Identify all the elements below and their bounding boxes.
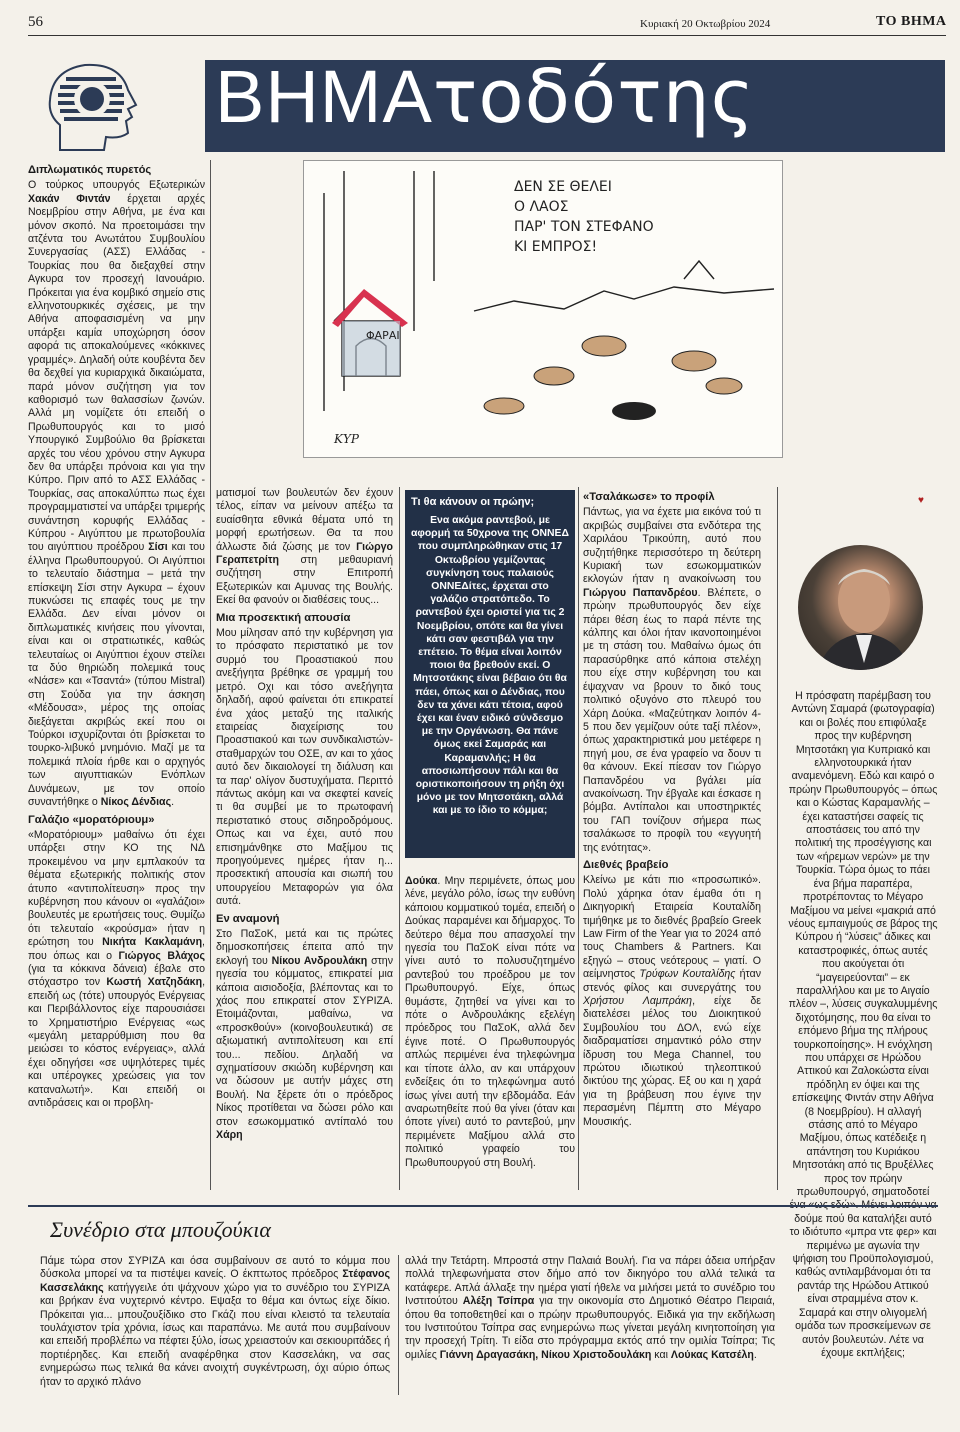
- article-paragraph: Στο ΠαΣοΚ, μετά και τις πρώτες δημοσκοπήσεις έπειτα από την εκλογή του Νίκου Ανδρουλάκη στην ηγεσία του κόμματος, επικρατεί μια κάποια αισιοδοξία, βλέποντας και το χάος που επικρατεί στον ΣΥΡΙΖΑ. Ετοιμάζονται, μαθαίνω, να «προσκθούν» (κοινοβουλευτικά) σε αξιωματική αντιπολίτευση και επί του... πεδίου. Δηλαδή να σχηματίσουν σκιώδη κυβέρνηση και να δώσουν με αυτήν μάχες στη Βουλή. Να ξέρετε ότι ο πρόεδρος Νίκος προτίθεται να δώσει ρόλο και στον εσωκομματικό αντίπαλό του Χάρη: [216, 928, 393, 1142]
- section-heading: Διεθνές βραβείο: [583, 858, 669, 871]
- section-heading: Γαλάζιο «μορατόριουμ»: [28, 813, 155, 826]
- bottom-article-title: Συνέδριο στα μπουζούκια: [50, 1217, 271, 1242]
- article-paragraph: Μου μίλησαν από την κυβέρνηση για το πρόσφατο περιστατικό με τον συρμό του Προαστιακού που ανεξήγητα βρέθηκε σε γραμμή του μετρό. Οχι και τόσο ανεξήγητα δηλαδή, αφού φαίνεται ότι επικρατεί ένα χάος μεταξύ της ιταλικής εταιρείας διαχείρισης του Προαστιακού και των συνδικαλιστών-σταθμαρχών του ΟΣΕ, αν και το χάος αυτό δεν δικαιολογεί τη διάλυση και τα παρ' ολίγον δυστυχήματα. Περιττό πάντως ακόμη και να σκεφτεί κανείς τι θα συμβεί με το πρωτοφανή περιστατικό στους σιδηροδρόμους. Οπως και να έχει, αυτό που επισημάνθηκε στο Μαξίμου τις προηγούμενες ημέρες ήταν η... προσεκτική απουσία και σιωπή του υπουργείου Μεταφορών για όλα αυτά.: [216, 627, 393, 908]
- sidebar-text: Η πρόσφατη παρέμβαση του Αντώνη Σαμαρά (φωτογραφία) και οι βολές που επιφύλαξε προς την κυβέρνηση Μητσοτάκη για Κυπριακό και ελληνοτουρκικά ήταν αναμενόμενη. Εδώ και καιρό ο πρώην Πρωθυπουργός – όπως και ο Κώστας Καραμανλής – έχει καταστήσει σαφείς τις αποστάσεις του από την πολιτική της προσέγγισης και των «ήρεμων νερών» με την Τουρκία. Τώρα όμως το πάει ένα βήμα παραπέρα, προτρέποντας το Μέγαρο Μαξίμου να μείνει «μακριά από νέους εμπαιγμούς σε βάρος της Κύπρου ή “λύσεις” άδικες και καταστροφικές, όπως αυτές που ακούγεται ότι “μαγειρεύονται” – εκ παραλλήλου και με το Αιγαίο πλέον –, λύσεις συγκαλυμμένης διχοτόμησης, που θα είναι το επόμενο βήμα της πλήρους τουρκοποίησης». Η ενόχληση που υπάρχει σε Ηρώδου Αττικού και Ζαλοκώστα είναι πρόδηλη εν όψει και της επίσκεψης Φιντάν στην Αθήνα (8 Νοεμβρίου). Η αλλαγή στάσης από το Μέγαρο Μαξίμου, όπως κατέδειξε η απάντηση του Κυριάκου Μητσοτάκη από τις Βρυξέλλες προς τον πρώην πρωθυπουργό, σηματοδοτεί δούμε πού θα καταλήξει αυτό το ιδιότυπο «μπρα ντε φερ» και περιμένω με αγωνία την ψήφιση του Προϋπολογισμού, καθώς αντιλαμβάνομαι ότι τα ραντάρ της Ηρώδου Αττικού είναι στραμμένα στον κ. Σαμαρά και στην ολιγομελή ομάδα των προσκείμενων σε αυτόν βουλευτών. Λέτε να έχουμε εκπλήξεις;: [788, 690, 938, 1359]
- cartoonist-signature: ΚΥΡ: [334, 432, 359, 446]
- article-paragraph: «Μορατόριουμ» μαθαίνω ότι έχει υπάρξει στην ΚΟ της ΝΔ προκειμένου να μην εμπλακούν τα θέματα εξωτερικής πολιτικής στον άτυπο «αντιπολίτευση» προς την κυβέρνηση που κάνουν οι «γαλάζιοι» βουλευτές με ερωτήσεις τους. Θυμίζω ότι τελευταίο «κρούσμα» ήταν η ερώτηση του Νικήτα Κακλαμάνη, που όπως και ο Γιώργος Βλάχος (για τα κόκκινα δάνεια) έβαλε στο στόχαστρο τον Κωστή Χατζηδάκη, επειδή ως (τότε) υπουργός Ενέργειας και Περιβάλλοντος είχε παρουσιάσει το Χρηματιστήριο Ενέργειας «ως «μεγάλη μεταρρύθμιση που θα μειώσει το κόστος ενέργειας», αλλά έχει οδηγήσει «σε υψηλότερες τιμές και υπέρογκες χρεώσεις για τον καταναλωτή». Και επειδή οι αντιδράσεις και οι προβλη-: [28, 828, 206, 1110]
- bottom-column-left: [40, 1255, 390, 1389]
- article-paragraph: Πάμε τώρα στον ΣΥΡΙΖΑ και όσα συμβαίνουν σε αυτό το κόμμα που δύσκολα μπορεί να τα πιστέψει κανείς. Ο έκπτωτος πρόεδρος Στέφανος Κασσελάκης κατήγγειλε ότι ψάχνουν χώρο για το συνέδριο του ΣΥΡΙΖΑ και βρήκαν ένα νυχτερινό κέντρο. Εψαξα το θέμα και όντως είχε δίκιο. Πρόκειται για... μπουζουξίδικο στο Γκάζι που είναι κλειστό τα τελευταία τουλάχιστον τρία χρόνια, ίσως και παραπάνω. Με αυτά που συμβαίνουν και επειδή προβλέπω να πέφτει ξύλο, ίσως χρειαστούν και σεκιουριτάδες ή πορτιέρηδες. Και επειδή αναφέρθηκα στον Κασσελάκη, να σας ενημερώσω πως τελικά θα κάνει ανοιχτή συγκέντρωση, όχι αύριο όπως ήταν το αρχικό πλάνο: [40, 1255, 390, 1388]
- column-four: [583, 487, 761, 1129]
- column-divider: [578, 487, 579, 1190]
- decorative-mark: ♥: [918, 495, 924, 506]
- newspaper-brand: ΤΟ ΒΗΜΑ: [876, 14, 947, 29]
- editorial-cartoon: [303, 160, 783, 458]
- issue-date: Κυριακή 20 Οκτωβρίου 2024: [640, 18, 771, 30]
- speech-line: Ο ΛΑΟΣ: [514, 199, 569, 215]
- box-heading: Τι θα κάνουν οι πρώην;: [411, 496, 535, 508]
- speech-line: ΔΕΝ ΣΕ ΘΕΛΕΙ: [514, 179, 612, 195]
- speech-line: ΚΙ ΕΜΠΡΟΣ!: [514, 239, 598, 255]
- portrait-silhouette: [798, 545, 923, 670]
- article-paragraph: Πάντως, για να έχετε μια εικόνα τού τι ακριβώς συμβαίνει στα ενδότερα της Χαριλάου Τρικούπη, αυτό που συζητήθηκε περισσότερο τη δεύτερη Κυριακή των εσωκομματικών εκλογών ήταν η ανακοίνωση του Γιώργου Παπανδρέου. Βλέπετε, ο πρώην πρωθυπουργός δεν είχε πάρει θέση έως το παρά πέντε της κάλπης και όλοι ήταν ικανοποιημένοι με τη στάση του. Μαθαίνω όμως ότι παρασύρθηκε από κάποια στελέχη που είχε στην κυβέρνηση του και έψαχναν να βρουν το δικό τους πολιτικό οξυγόνο στο πλευρό του Χάρη Δούκα. «Μαζεύτηκαν λοιπόν 4-5 που δεν γεμίζουν ούτε ταξί πλέον», όπως χαρακτηριστικά μου μετέφερε η πηγή μου, σε ένα γραφείο να δουν τι θα κάνουν. Εκεί πίεσαν τον Γιώργο Παπανδρέου να βγάλει μία ανακοίνωση. Την έβγαλε και έσκασε η βόμβα. Αντίπαλοι και υποστηρικτές του ΓΑΠ τονίζουν σήμερα πως τσαλάκωσε το προφίλ του «εγγυητή της ενότητας».: [583, 506, 761, 854]
- column-divider: [210, 160, 211, 1190]
- header-rule: [28, 35, 946, 36]
- column-three-continuation: [405, 875, 575, 1170]
- speech-line: ΠΑΡ' ΤΟΝ ΣΤΕΦΑΝΟ: [514, 219, 654, 235]
- column-title-light: τοδότης: [432, 54, 756, 140]
- column-divider: [399, 487, 400, 1190]
- column-divider: [777, 487, 778, 1190]
- article-paragraph: αλλά την Τετάρτη. Μπροστά στην Παλαιά Βουλή. Για να πάρει άδεια υπήρξαν πολλά τηλεφωνήματα στον δήμο από τον δικηγόρο του αλλά τελικά τα κατάφερε. Απλά άλλαξε την ημέρα γιατί ήθελε να μιλήσει μετά το συνέδριο του Ινστιτούτου Αλέξη Τσίπρα για την οικονομία στο Δημοτικό Θέατρο Πειραιά, όπου θα τοποθετηθεί και ο πρώην πρωθυπουργός. Ειδικά για την εκδήλωση του Ινστιτούτου Τσίπρα σας ενημερώνω πως γίνεται μεγάλη κινητοποίηση για την προσεχή Τρίτη. Τι είδα στο πρόγραμμα εκτός από την ομιλία Τσίπρα; Τις ομιλίες Γιάννη Δραγασάκη, Νίκου Χριστοδουλάκη και Λούκας Κατσέλη.: [405, 1255, 776, 1361]
- column-divider: [398, 1255, 399, 1395]
- doghouse-label: ΦΑΡΑΙ: [366, 329, 400, 342]
- article-paragraph: ματισμοί των βουλευτών δεν έχουν τέλος, είπαν να μείνουν απέξω τα ευαίσθητα εθνικά θέματα υπό τη μορφή ερωτήσεων. Θα τα που άλλωστε διά ζώσης με τον Γιώργο Γεραπετρίτη στη μεθαυριανή συζήτηση στην Επιτροπή Εξωτερικών και Αμυνας της Βουλής. Εκεί θα φανούν οι διαθέσεις τους...: [216, 487, 393, 607]
- column-title-bold: ΒΗΜΑ: [215, 55, 433, 138]
- article-paragraph: Ο τούρκος υπουργός Εξωτερικών Χακάν Φιντάν έρχεται αρχές Νοεμβρίου στην Αθήνα, με ένα και μόνον σκοπό. Να προετοιμάσει την ατζέντα του Ανωτάτου Συμβουλίου Συνεργασίας (ΑΣΣ) Ελλάδας - Τουρκίας που θα διεξαχθεί στην Αγκυρα τον προσεχή Ιανουάριο. Πρόκειται για ένα κομβικό σημείο στις ελληνοτουρκικές σχέσεις, με την Αθήνα αποφασισμένη να μην υπάρξει καμία υποχώρηση όσον αφορά τις αποκαλούμενες «κόκκινες γραμμές». Δηλαδή ούτε κουβέντα δεν θα δεχθεί για κυριαρχικά δικαιώματα, παρά μόνον συζήτηση για τον καθορισμό των θαλασσίων ζωνών. Αλλά μη νομίζετε ότι επειδή ο Πρωθυπουργός και το μισό Υπουργικό Συμβούλιο θα βρίσκεται αρχές του νέου χρόνου στην Αγκυρα δεν θα υπάρξει πρόνοια και για την Κύπρο. Πριν από το ΑΣΣ Ελλάδας - Τουρκίας, σας αποκαλύπτω πως έχει προγραμματιστεί να υπάρξει τριμερής συνάντηση κορυφής Ελλάδας - Κύπρου - Αιγύπτου με πρωτοβουλία του αιγύπτιου προέδρου Σίσι και του έλληνα Πρωθυπουργού. Οι Αιγύπτιοι το τελευταίο διάστημα – μετά την επίσκεψη Σίσι στην Αγκυρα – έχουν πυκνώσει τις επαφές τους με την Ελλάδα. Δεν είναι μόνον οι διπλωματικές κινήσεις που γίνονται, είναι και οι στρατιωτικές, καθώς τελευταίως οι Αιγύπτιοι έχουν στείλει τα δύο θηριώδη πολεμικά τους «Νάσε» και «Τσαντά» (τύπου Mistral) στη Σούδα για την άσκηση «Μέδουσα», μέρος της οποίας διεξάγεται ακριβώς εκεί που οι Τούρκοι ισχυρίζονται ότι βρίσκεται το τουρκο-λιβυκό μνημόνιο. Μαζί με τα πολεμικά πλοία ήρθε και ο αρχηγός των αιγυπτιακών Ενόπλων Δυνάμεων, με τον οποίο συναντήθηκε ο Νίκος Δένδιας.: [28, 179, 205, 809]
- sidebar-column: [788, 690, 938, 1360]
- column-two: [216, 487, 393, 1143]
- column-title: [215, 54, 755, 140]
- box-body: Ενα ακόμα ραντεβού, με αφορμή τα 50χρονα της ΟΝΝΕΔ που συμπληρώθηκαν στις 17 Οκτωβρίου γεμίζοντας συγκίνηση τους παλαιούς ΟΝΝΕΔίτες, έρχεται στο γαλάζιο στρατόπεδο. Το ραντεβού έχει οριστεί για τις 2 Νοεμβρίου, οπότε και θα γίνει κάτι σαν φεστιβάλ για την επέτειο. Το θέμα είναι λοιπόν ποιοι θα βρεθούν εκεί. Ο Μητσοτάκης είναι βέβαιο ότι θα πάει, όπως και ο Δένδιας, που δεν τα χάνει κάτι τέτοια, αφού έχει και έναν ειδικό σύνδεσμο με την Οργάνωση. Θα πάνε όμως εκεί Σαμαράς και Καραμανλής; Η θα αποσιωπήσουν πάλι και θα οριστικοποιήσουν τη ρήξη όχι μόνο με τον Μητσοτάκη, αλλά και με το ίδιο το κόμμα;: [411, 515, 569, 817]
- section-heading: Μια προσεκτική απουσία: [216, 611, 351, 624]
- section-heading: «Τσαλάκωσε» το προφίλ: [583, 491, 715, 503]
- section-heading: Διπλωματικός πυρετός: [28, 164, 152, 176]
- bottom-column-right: [405, 1255, 775, 1362]
- highlight-box: [405, 490, 575, 858]
- article-paragraph: Κλείνω με κάτι πιο «προσωπικό». Πολύ χάρηκα όταν έμαθα ότι η Δικηγορική Εταιρεία Κουταλίδη τιμήθηκε με το διεθνές βραβείο Greek Law Firm of the Year για το 2024 από τους Chambers & Partners. Και εξηγώ – στους νεότερους – γιατί. Ο αείμνηστος Τρύφων Κουταλίδης ήταν στενός φίλος και συνεργάτης του Χρήστου Λαμπράκη, είχε δε διατελέσει μέλος του Διοικητικού Συμβουλίου του ΔΟΛ, ενώ είχε διαδραματίσει σημαντικό ρόλο στην ίδρυση του Mega Channel, του πρώτου ιδιωτικού τηλεοπτικού δικτύου της χώρας. Εξ ου και η χαρά για τη βράβευση που έγινε την περασμένη Πέμπτη στο Μέγαρο Μουσικής.: [583, 874, 762, 1128]
- profile-head-icon: [40, 55, 160, 155]
- page-number: 56: [28, 14, 43, 30]
- article-paragraph: Δούκα. Μην περιμένετε, όπως μου λένε, μεγάλο ρόλο, ίσως την ευθύνη κάποιου κομματικού τομέα, επειδή ο Δούκας παραμένει και δήμαρχος. Το δεύτερο θέμα που απασχολεί την ηγεσία του ΠαΣοΚ είναι πότε να γίνει αυτό το πολυσυζητημένο ραντεβού του προέδρου με τον Πρωθυπουργό. Είχε, όπως θυμάστε, ζητηθεί να γίνει και το πότε ο Ανδρουλάκης εξελέγη πρόεδρος του ΠαΣοΚ, αλλά δεν έγινε ποτέ. Ο Πρωθυπουργός απλώς περιμένει ένα τηλεφώνημα και τίποτε άλλο, αν και υπάρχουν ενδείξεις ότι το τηλεφώνημα αυτό ίσως γίνει αυτή την εβδομάδα. Εάν αναρωτηθείτε πού θα γίνει (όταν και όποτε γίνει) αυτό το ραντεβού, μην περιμένετε Μαξίμου αλλά στο πολιτικό γραφείο του Πρωθυπουργού στη Βουλή.: [405, 875, 575, 1169]
- portrait-photo: [798, 545, 923, 670]
- section-heading: Εν αναμονή: [216, 912, 280, 925]
- column-diplomatic: [28, 160, 205, 1110]
- bottom-rule: [28, 1205, 938, 1207]
